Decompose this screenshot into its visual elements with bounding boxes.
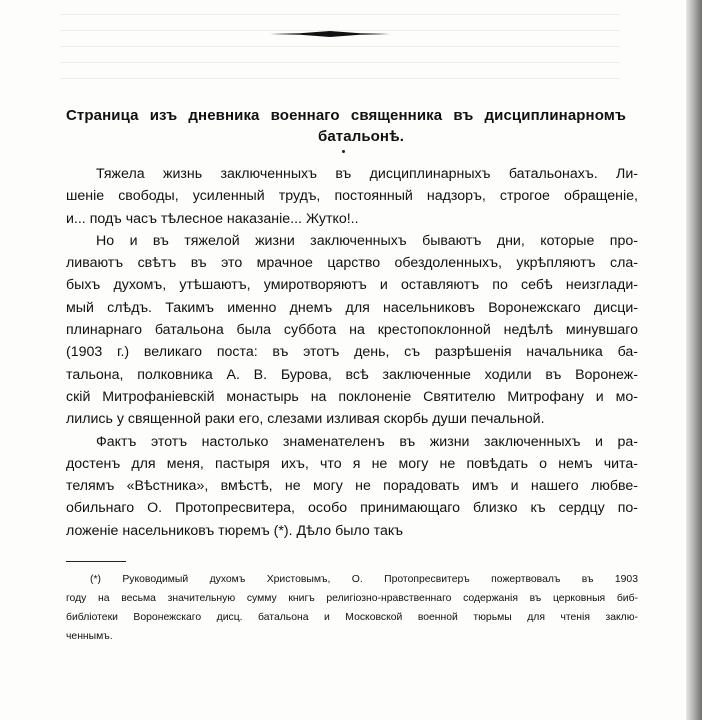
text-line: обильнаго О. Протопресвитера, особо принимающаго близко къ сердцу по- [66,500,638,517]
text-line: достенъ для меня, пастыря ихъ, что я не могу не повѣдать о немъ чита- [66,455,638,472]
text-line: лились у священной раки его, слезами изливая скорбь души печальной. [66,411,545,428]
article-title [66,105,626,147]
footnote-line: библіотеки Воронежскаго дисц. батальона и Московской военной тюрьмы для чтенія заклю- [66,612,638,623]
text-line: телямъ «Вѣстника», вмѣстѣ, не могу не порадовать имъ и нашего любве- [66,478,638,495]
text-line: Фактъ этотъ настолько знаменателенъ въ жизни заключенныхъ и ра- [96,433,638,450]
bleed-through-text [60,4,620,84]
text-line: скій Митрофаніевскій монастырь на поклоненіе Святителю Митрофану и мо- [66,388,638,405]
footnote [66,570,638,646]
footnote-divider [66,561,126,562]
page-edge-shadow [686,0,702,720]
text-line: ложеніе насельниковъ тюремъ (*). Дѣло было такъ [66,522,403,539]
article-body [66,163,638,542]
text-line: и... подъ часъ тѣлесное наказаніе... Жутко!.. [66,210,359,227]
text-line: Но и въ тяжелой жизни заключенныхъ бываютъ дни, которые про- [96,232,638,249]
text-line: (1903 г.) великаго поста: въ этотъ день, съ разрѣшенія начальника ба- [66,344,638,361]
text-line: плинарнаго батальона была суббота на крестопоклонной недѣлѣ минувшаго [66,322,638,339]
footnote-line: (*) Руководимый духомъ Христовымъ, О. Протопресвитеръ пожертвовалъ въ 1903 [90,574,638,585]
footnote-line: ченнымъ. [66,631,113,642]
paragraph-2 [66,230,638,431]
paragraph-1 [66,163,638,230]
printer-mark [342,150,345,153]
text-line: шеніе свободы, усиленный трудъ, постоянный надзоръ, строгое обращеніе, [66,188,638,205]
title-line-2: батальонѣ. [318,128,404,145]
text-line: Тяжела жизнь заключенныхъ въ дисциплинарныхъ батальонахъ. Ли- [96,166,638,182]
footnote-line: году на весьма значительную сумму книгъ религіозно-нравственнаго содержанія въ церковныя биб- [66,593,638,604]
text-line: ливаютъ свѣтъ въ это мрачное царство обездоленныхъ, укрѣпляютъ сла- [66,255,638,272]
text-line: тальона, полковника А. В. Бурова, всѣ заключенные ходили въ Воронеж- [66,366,638,383]
text-line: мый слѣдъ. Такимъ именно днемъ для насельниковъ Воронежскаго дисци- [66,299,638,316]
title-line-1: Страница изъ дневника военнаго священника въ дисциплинарномъ [66,107,626,124]
text-line: быхъ духомъ, утѣшаютъ, умиротворяютъ и оставляютъ по себѣ неизглади- [66,277,638,294]
paragraph-3 [66,431,638,542]
decorative-rule-ornament [270,30,390,38]
